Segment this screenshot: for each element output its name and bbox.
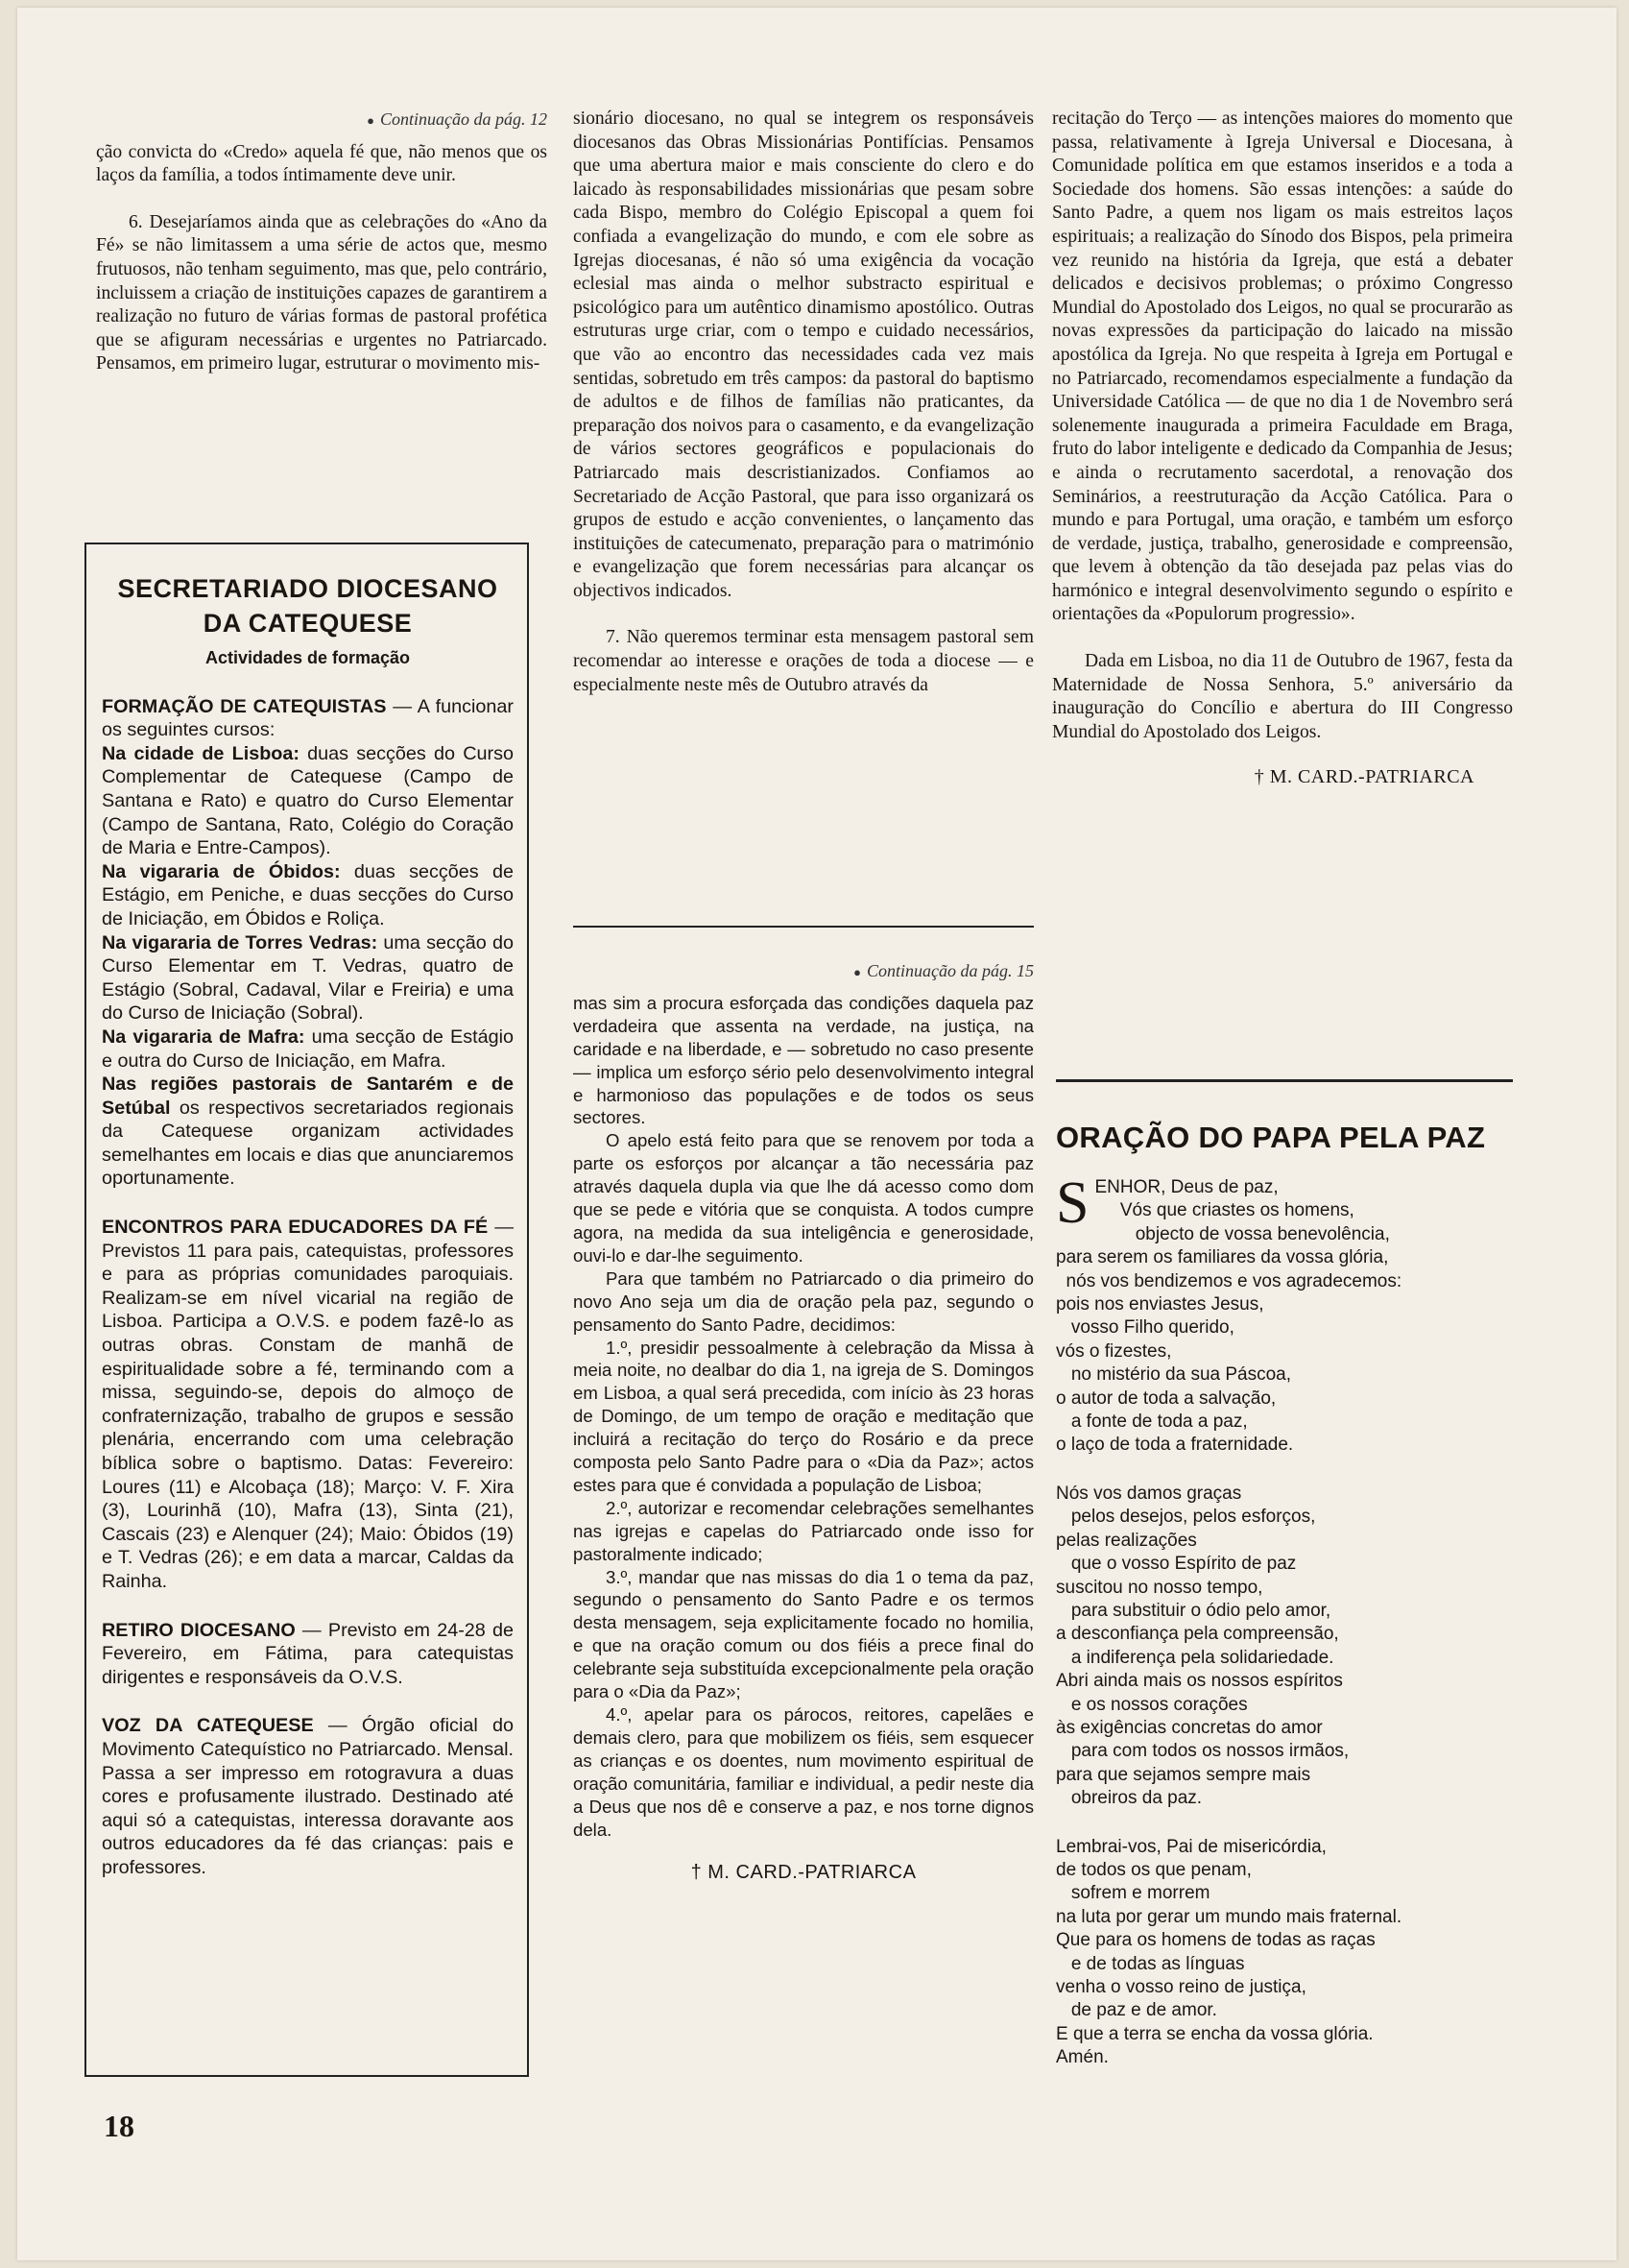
box-section: FORMAÇÃO DE CATEQUISTAS — A funcionar os seguintes cursos: Na cidade de Lisboa: duas secções do Curso Complementar de Catequese (Campo de Santana e Rato) e quatro do Curso Elementar (Campo de Santana, Rato, Colégio do Coração de Maria e Entre-Campos). Na vigararia de Óbidos: duas secções de Estágio, em Peniche, e duas secções do Curso de Iniciação, em Óbidos e Roliça. Na vigararia de Torres Vedras: uma secção do Curso Elementar em T. Vedras, quatro de Estágio (Sobral, Cadaval, Vilar e Freiria) e uma do Curso de Iniciação (Sobral). Na vigararia de Mafra: uma secção de Estágio e outra do Curso de Iniciação, em Mafra. Nas regiões pastorais de Santarém e de Setúbal os respectivos secretariados regionais da Catequese organizam actividades semelhantes em locais e dias que anunciaremos oportunamente.: [102, 695, 515, 1190]
column-middle-lower: [573, 960, 1034, 1885]
prayer-text: [1056, 1170, 1517, 2095]
paragraph: 2.º, autorizar e recomendar celebrações semelhantes nas igrejas e capelas do Patriarcado onde isso for pastoralmente indicado;: [573, 1497, 1034, 1564]
box-section: ENCONTROS PARA EDUCADORES DA FÉ — Previstos 11 para pais, catequistas, professores e para as próprias comunidades paroquiais. Realizam-se em nível vicarial na região de Lisboa. Participa a O.V.S. e podem fazê-lo as outras obras. Constam de manhã de espiritualidade sobre a fé, terminando com a missa, seguindo-se, depois do almoço de confraternização, trabalho de grupos e sessão plenária, encerrando com uma celebração bíblica sobre o baptismo. Datas: Fevereiro: Loures (11) e Alcobaça (18); Março: V. F. Xira (3), Lourinhã (10), Mafra (13), Sinta (21), Cascais (23) e Alenquer (24); Maio: Óbidos (19) e T. Vedras (26); e em data a marcar, Caldas da Rainha.: [102, 1217, 515, 1592]
paragraph: Dada em Lisboa, no dia 11 de Outubro de 1967, festa da Maternidade de Nossa Senhora, 5.º aniversário da inauguração do Concílio e abertura do III Congresso Mundial do Apostolado dos Leigos.: [1052, 651, 1513, 742]
box-title: SECRETARIADO DIOCESANO DA CATEQUESE: [117, 574, 498, 638]
signature: † M. CARD.-PATRIARCA: [1254, 766, 1474, 788]
box-section: VOZ DA CATEQUESE — Órgão oficial do Movimento Catequístico no Patriarcado. Mensal. Passa a ser impresso em rotogravura a duas cores e profusamente ilustrado. Destinado até aqui só a catequistas, interessa doravante aos outros educadores da fé das crianças: pais e professores.: [102, 1715, 514, 1878]
paragraph: 7. Não queremos terminar esta mensagem pastoral sem recomendar ao interesse e orações de toda a diocese — e especialmente neste mês de Outubro através da: [573, 627, 1034, 695]
paragraph: ção convicta do «Credo» aquela fé que, não menos que os laços da família, a todos íntimamente deve unir.: [96, 141, 547, 186]
continuation-note: ● Continuação da pág. 12: [367, 109, 547, 129]
paragraph: mas sim a procura esforçada das condições daquela paz verdadeira que assenta na verdade, na justiça, na caridade e na liberdade, e — sobretudo no caso presente — implica um esforço sério pelo desenvolvimento integral e harmonioso das populações e de todos os seus sectores.: [573, 992, 1034, 1128]
continuation-note: ● Continuação da pág. 15: [853, 961, 1034, 980]
page-number: 18: [104, 2109, 134, 2143]
paragraph: Para que também no Patriarcado o dia primeiro do novo Ano seja um dia de oração pela paz, segundo o pensamento do Santo Padre, decidimos:: [573, 1267, 1034, 1335]
column-middle: [573, 108, 1034, 697]
paragraph: 4.º, apelar para os párocos, reitores, capelães e demais clero, para que mobilizem os fiéis, sem esquecer as crianças e os doentes, num movimento espiritual de oração comunitária, familiar e individual, a pedir neste dia a Deus que nos dê e conserve a paz, e nos torne dignos dela.: [573, 1704, 1034, 1840]
prayer-stanza: S ENHOR, Deus de paz, Vós que criastes os homens, objecto de vossa benevolência, para serem os familiares da vossa glória, nós vos bendizemos e vos agradecemos: pois nos enviastes Jesus, vosso Filho querido, vós o fizestes, no mistério da sua Páscoa, o autor de toda a salvação, a fonte de toda a paz, o laço de toda a fraternidade.: [1056, 1170, 1402, 1456]
signature: † M. CARD.-PATRIARCA: [690, 1862, 917, 1884]
paragraph: O apelo está feito para que se renovem por toda a parte os esforços por alcançar a tão necessária paz através daquela dupla via que lhe dá acesso como dom que se pede e vitória que se conquista. A todos cumpre agora, na medida da sua inteligência e generosidade, ouvi-lo e dar-lhe seguimento.: [573, 1130, 1034, 1266]
prayer-stanza: Lembrai-vos, Pai de misericórdia, de todos os que penam, sofrem e morrem na luta por gerar um mundo mais fraternal. Que para os homens de todas as raças e de todas as línguas venha o vosso reino de justiça, de paz e de amor. E que a terra se encha da vossa glória. Amén.: [1056, 1836, 1402, 2068]
paragraph: recitação do Terço — as intenções maiores do momento que passa, relativamente à Igreja Universal e Diocesana, à Comunidade política em que estamos inseridos e a toda a Sociedade dos homens. São essas intenções: a saúde do Santo Padre, a quem nos ligam os mais estreitos laços espirituais; a realização do Sínodo dos Bispos, pela primeira vez reunido na história da Igreja, que está a debater delicados e decisivos problemas; o próximo Congresso Mundial do Apostolado dos Leigos, no qual se procurarão as novas expressões da participação do laicado na missão apostólica da Igreja. No que respeita à Igreja em Portugal e no Patriarcado, recomendamos especialmente a fundação da Universidade Católica — de que no dia 1 de Novembro será solenemente inaugurada a primeira Faculdade em Braga, fruto do labor inteligente e dedicado da Companhia de Jesus; e ainda o recrutamento sacerdotal, a renovação dos Seminários, a reestruturação da Acção Católica. Para o mundo e para Portugal, uma oração, e também um esforço de verdade, justiça, trabalho, generosidade e compreensão, que levem à obtenção da tão desejada paz pelas vias do harmónico e integral desenvolvimento segundo o espírito e orientações da «Populorum progressio».: [1052, 109, 1513, 625]
divider: [1056, 1079, 1513, 1082]
dropcap: S: [1056, 1170, 1090, 1236]
paragraph: 1.º, presidir pessoalmente à celebração da Missa à meia noite, no dealbar do dia 1, na igreja de S. Domingos em Lisboa, a qual será precedida, com início às 23 horas de Domingo, de um tempo de oração e meditação que incluirá a recitação do terço do Rosário e da prece composta pelo Santo Padre para o «Dia da Paz»; actos estes para que é convidada a população de Lisboa;: [573, 1337, 1034, 1495]
paragraph: 3.º, mandar que nas missas do dia 1 o tema da paz, segundo o pensamento do Santo Padre e os termos desta mensagem, seja explicitamente focado no homilia, e que na oração comum ou dos fiéis a prece final do celebrante seja substituída excepcionalmente pela oração para o «Dia da Paz»;: [573, 1566, 1034, 1702]
box-section: RETIRO DIOCESANO — Previsto em 24-28 de Fevereiro, em Fátima, para catequistas dirigentes e responsáveis da O.V.S.: [102, 1619, 515, 1688]
column-left: [96, 108, 547, 376]
box-subtitle: Actividades de formação: [204, 648, 411, 667]
prayer-title: ORAÇÃO DO PAPA PELA PAZ: [1056, 1121, 1486, 1154]
paragraph: 6. Desejaríamos ainda que as celebrações do «Ano da Fé» se não limitassem a uma série de actos que, mesmo frutuosos, não tenham seguimento, mas que, pelo contrário, incluissem a criação de instituições capazes de garantirem a realização no futuro de várias formas de pastoral profética que se afiguram necessárias e urgentes no Patriarcado. Pensamos, em primeiro lugar, estruturar o movimento mis-: [96, 211, 547, 374]
prayer-stanza: Nós vos damos graças pelos desejos, pelos esforços, pelas realizações que o vosso Espírito de paz suscitou no nosso tempo, para substituir o ódio pelo amor, a desconfiança pela compreensão, a indiferença pela solidariedade. Abri ainda mais os nossos espíritos e os nossos corações às exigências concretas do amor para com todos os nossos irmãos, para que sejamos sempre mais obreiros da paz.: [1056, 1483, 1350, 1809]
secretariado-box: [84, 543, 529, 2077]
divider: [573, 926, 1034, 928]
column-right: [1052, 108, 1513, 789]
paragraph: sionário diocesano, no qual se integrem os responsáveis diocesanos das Obras Missionárias Pontifícias. Pensamos que uma abertura maior e mais consciente do clero e do laicado às responsabilidades missionárias que pesam sobre cada Bispo, membro do Colégio Episcopal a quem foi confiada a evangelização do mundo, e com ele sobre as Igrejas diocesanas, é não só uma exigência da vocação eclesial mas ainda o melhor substracto espiritual e psicológico para um autêntico dinamismo apostólico. Outras estruturas urge criar, com o tempo e cuidado necessários, que vão ao encontro das necessidades cada vez mais sentidas, sobretudo em três campos: da pastoral do baptismo de adultos e de filhos de famílias não praticantes, da preparação dos noivos para o casamento, e da evangelização de vários sectores geográficos e populacionais do Patriarcado mais descristianizados. Confiamos ao Secretariado de Acção Pastoral, que para isso organizará os grupos de estudo e acção convenientes, o lançamento das instituições de catecumenato, preparação para o matrimónio e evangelização que forem necessárias para alcançar os objectivos indicados.: [573, 109, 1034, 601]
